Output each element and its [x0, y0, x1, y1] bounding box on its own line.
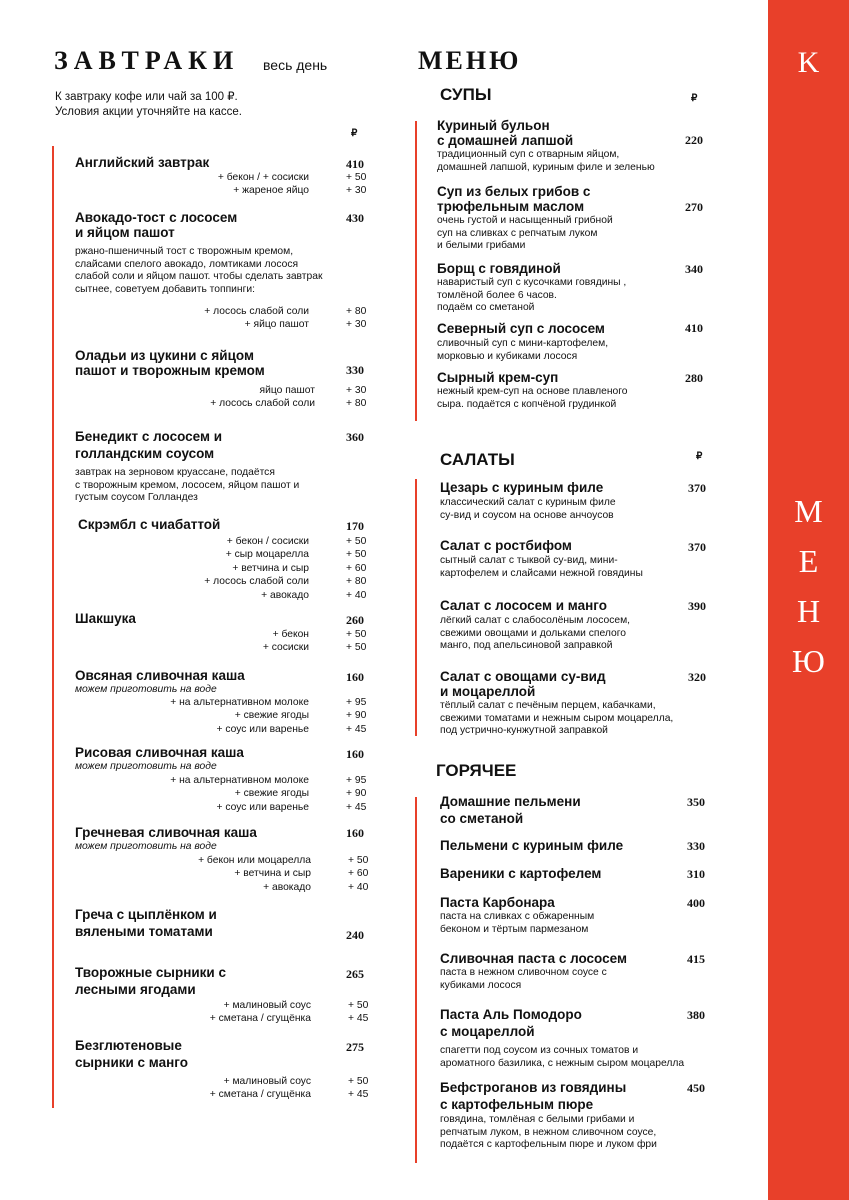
menu-item — [75, 745, 244, 774]
addon-row — [75, 589, 367, 602]
menu-item — [440, 480, 616, 522]
item-description: картофелем и слайсами нежной говядины — [440, 567, 643, 579]
item-name: Безглютеновые — [75, 1038, 182, 1053]
addon-label: + сметана / сгущёнка — [209, 1013, 311, 1025]
item-price: 380 — [687, 1008, 705, 1022]
menu-item — [440, 598, 630, 653]
addon-price: + 90 — [346, 710, 367, 722]
item-description: суп на сливках с репчатым луком — [437, 227, 598, 239]
item-description: спагетти под соусом из сочных томатов и — [440, 1045, 639, 1056]
addon-list — [75, 535, 367, 602]
item-description: ржано-пшеничный тост с творожным кремом, — [75, 246, 294, 257]
item-name: Паста Карбонара — [440, 895, 555, 910]
item-note: можем приготовить на воде — [75, 841, 217, 852]
divider-salads — [415, 479, 417, 736]
addon-row — [75, 628, 367, 641]
item-description: томлёной более 6 часов. — [437, 289, 557, 301]
item-price: 340 — [685, 262, 703, 276]
item-note: можем приготовить на воде — [75, 684, 217, 695]
addon-price: + 80 — [346, 398, 367, 410]
section-title-soups: СУПЫ — [440, 85, 492, 104]
addon-label: + сыр моцарелла — [225, 549, 309, 561]
section-title-hot: ГОРЯЧЕЕ — [436, 761, 517, 780]
menu-item — [440, 951, 627, 992]
addon-row — [75, 1012, 369, 1025]
item-price: 450 — [687, 1081, 705, 1095]
addon-price: + 95 — [346, 775, 367, 786]
addon-row — [75, 184, 367, 197]
menu-item — [75, 825, 257, 854]
addon-label: + свежие ягоды — [234, 710, 309, 722]
item-name: Греча с цыплёнком и — [75, 907, 217, 922]
item-name: Авокадо-тост с лососем — [75, 210, 238, 225]
menu-item — [440, 1080, 657, 1152]
item-name-line2: и моцареллой — [440, 684, 536, 699]
addon-label: + бекон или моцарелла — [198, 855, 311, 866]
addon-row — [75, 641, 367, 654]
item-price: 160 — [346, 747, 364, 761]
item-price: 390 — [688, 599, 706, 613]
addon-price: + 50 — [346, 642, 367, 654]
item-name-line2: с моцареллой — [440, 1024, 535, 1039]
item-price: 260 — [346, 613, 364, 627]
menu-item — [440, 866, 601, 881]
addon-label: + малиновый соус — [223, 1076, 311, 1087]
addon-list — [75, 696, 367, 736]
addon-row — [75, 535, 367, 548]
promo-line: Условия акции уточняйте на кассе. — [55, 106, 242, 118]
addon-list — [75, 628, 367, 655]
item-description: густым соусом Голландез — [75, 492, 198, 504]
promo-text — [55, 90, 242, 120]
item-description: классический салат с куриным филе — [440, 497, 616, 508]
menu-item — [78, 517, 220, 532]
item-name: Рисовая сливочная каша — [75, 745, 244, 760]
addon-label: + бекон / + сосиски — [217, 172, 309, 183]
menu-item — [437, 261, 626, 315]
menu-item — [440, 794, 581, 826]
item-price: 430 — [346, 211, 364, 225]
item-name: Английский завтрак — [75, 155, 210, 170]
item-description: говядина, томлёная с белыми грибами и — [440, 1114, 635, 1125]
item-description: сытнее, советуем добавить топпинги: — [75, 283, 255, 295]
menu-item — [75, 155, 209, 170]
addon-list — [75, 774, 367, 814]
currency-label: ₽ — [696, 451, 703, 462]
page-title: ЗАВТРАКИ — [54, 46, 240, 75]
vertical-letter: Е — [798, 543, 819, 579]
addon-label: + ветчина и сыр — [232, 562, 309, 574]
addon-row — [75, 318, 367, 331]
item-price: 410 — [685, 321, 703, 335]
item-name: Сырный крем-суп — [437, 370, 559, 385]
addon-label: + лосось слабой соли — [204, 576, 309, 588]
menu-item — [75, 348, 265, 378]
item-price: 280 — [685, 371, 703, 385]
item-description: слабой соли и яйцом пашот. чтобы сделать завтрак — [75, 271, 323, 283]
item-name: Куриный бульон — [437, 118, 550, 133]
vertical-letter: Н — [796, 593, 821, 629]
item-name: Салат с лососем и манго — [440, 598, 607, 613]
menu-item — [437, 118, 655, 174]
addon-price: + 50 — [348, 1000, 369, 1011]
addon-label: + соус или варенье — [216, 723, 309, 735]
addon-label: + на альтернативном молоке — [170, 775, 309, 786]
item-description: лёгкий салат с слабосолёным лососем, — [440, 615, 631, 626]
item-description: нежный крем-суп на основе плавленого — [437, 386, 628, 397]
addon-row — [75, 384, 367, 397]
addon-row — [75, 1088, 369, 1101]
item-description: под устрично-кунжутной заправкой — [440, 725, 608, 737]
addon-price: + 40 — [346, 589, 367, 601]
item-price: 360 — [346, 430, 364, 444]
addon-price: + 30 — [346, 385, 367, 396]
item-name: Скрэмбл с чиабаттой — [78, 517, 221, 532]
item-name: Цезарь с куриным филе — [440, 480, 604, 495]
addon-list — [75, 1075, 369, 1102]
item-price: 320 — [688, 670, 706, 684]
addon-row — [75, 397, 367, 410]
addon-row — [75, 562, 367, 575]
item-price: 330 — [346, 363, 364, 377]
item-price: 160 — [346, 826, 364, 840]
addon-price: + 80 — [346, 306, 367, 317]
menu-item — [437, 370, 628, 411]
addon-label: + лосось слабой соли — [204, 306, 309, 317]
menu-item — [440, 669, 673, 738]
addon-row — [75, 696, 367, 709]
item-name-line2: трюфельным маслом — [437, 199, 585, 214]
addon-row — [75, 881, 369, 894]
page-subtitle: весь день — [263, 57, 328, 73]
item-name-line2: голландским соусом — [75, 446, 215, 461]
section-title-salads: САЛАТЫ — [440, 450, 515, 469]
item-description: слайсами спелого авокадо, ломтиками лосося — [75, 258, 299, 270]
item-description: сытный салат с тыквой су-вид, мини- — [440, 555, 618, 566]
addon-price: + 60 — [348, 868, 369, 880]
addon-label: + авокадо — [261, 589, 309, 601]
item-name-line2: лесными ягодами — [75, 982, 196, 997]
item-price: 270 — [685, 200, 703, 214]
item-name: Оладьи из цукини с яйцом — [75, 348, 254, 363]
addon-label: + авокадо — [263, 881, 311, 893]
item-price: 275 — [346, 1040, 364, 1054]
currency-label: ₽ — [691, 93, 698, 104]
item-description: беконом и тёртым пармезаном — [440, 923, 589, 935]
item-description: сыра. подаётся с копчёной грудинкой — [437, 398, 617, 410]
addon-price: + 50 — [346, 536, 367, 547]
item-name: Домашние пельмени — [440, 794, 581, 809]
item-name-line2: сырники с манго — [75, 1055, 188, 1070]
addon-row — [75, 723, 367, 736]
vertical-letter: М — [794, 493, 823, 529]
addon-label: + жареное яйцо — [233, 185, 309, 197]
addon-label: + лосось слабой соли — [210, 398, 315, 410]
item-name: Бефстроганов из говядины — [440, 1080, 627, 1095]
item-price: 220 — [685, 133, 703, 147]
menu-item — [75, 668, 245, 697]
addon-row — [75, 548, 367, 561]
item-name: Бенедикт с лососем и — [75, 429, 223, 444]
item-name: Вареники с картофелем — [440, 866, 602, 881]
item-name-line2: со сметаной — [440, 811, 524, 826]
addon-price: + 40 — [348, 881, 369, 893]
menu-item — [437, 321, 608, 363]
menu-item — [75, 429, 299, 505]
promo-line: К завтраку кофе или чай за 100 ₽. — [55, 91, 238, 103]
item-description: су-вид и соусом на основе анчоусов — [440, 509, 614, 521]
item-name: Салат с овощами су-вид — [440, 669, 606, 684]
addon-list — [75, 854, 369, 894]
addon-list — [75, 999, 369, 1026]
item-price: 265 — [346, 967, 364, 981]
item-price: 400 — [687, 896, 705, 910]
menu-item — [440, 838, 623, 853]
item-note: можем приготовить на воде — [75, 761, 217, 772]
item-description: свежими томатами и нежным сыром моцарелла, — [440, 712, 674, 724]
addon-price: + 45 — [346, 801, 367, 813]
addon-row — [75, 867, 369, 880]
addon-row — [75, 709, 367, 722]
addon-list — [75, 171, 367, 198]
divider-breakfast — [52, 146, 54, 1108]
item-name: Творожные сырники с — [75, 965, 226, 980]
addon-price: + 50 — [348, 855, 369, 866]
addon-row — [75, 575, 367, 588]
item-description: наваристый суп с кусочками говядины , — [437, 277, 627, 288]
addon-price: + 80 — [346, 576, 367, 588]
menu-item — [440, 895, 594, 936]
addon-row — [75, 854, 369, 867]
addon-price: + 95 — [346, 697, 367, 708]
item-description: манго, под апельсиновой заправкой — [440, 640, 613, 652]
addon-row — [75, 1075, 369, 1088]
addon-row — [75, 774, 367, 787]
item-description: паста на сливках с обжаренным — [440, 911, 595, 922]
menu-item — [75, 907, 217, 939]
item-name-line2: с домашней лапшой — [437, 133, 574, 148]
menu-item — [75, 1038, 188, 1070]
item-description: морковью и кубиками лосося — [437, 350, 578, 362]
item-name: Паста Аль Помодоро — [440, 1007, 582, 1022]
addon-price: + 60 — [346, 562, 367, 574]
item-name-line2: и яйцом пашот — [75, 225, 175, 240]
item-price: 370 — [688, 481, 706, 495]
addon-price: + 50 — [346, 549, 367, 561]
item-price: 170 — [346, 519, 364, 533]
menu-title: МЕНЮ — [418, 46, 522, 75]
item-description: свежими овощами и дольками спелого — [440, 627, 627, 639]
item-description: завтрак на зерновом круассане, подаётся — [75, 467, 275, 478]
vertical-menu-label — [768, 486, 849, 686]
item-description: ароматного базилика, с нежным сыром моцарелла — [440, 1057, 685, 1069]
item-name-line2: с картофельным пюре — [440, 1097, 594, 1112]
divider-soups — [415, 121, 417, 421]
item-name-line2: пашот и творожным кремом — [75, 363, 265, 378]
item-description: традиционный суп с отварным яйцом, — [437, 149, 620, 160]
item-price: 350 — [687, 795, 705, 809]
item-name: Гречневая сливочная каша — [75, 825, 257, 840]
item-name: Сливочная паста с лососем — [440, 951, 627, 966]
addon-label: + малиновый соус — [223, 1000, 311, 1011]
addon-label: + яйцо пашот — [244, 319, 309, 331]
addon-label: + свежие ягоды — [234, 788, 309, 800]
item-price: 410 — [346, 157, 364, 171]
addon-price: + 50 — [346, 172, 367, 183]
addon-label: + ветчина и сыр — [234, 868, 311, 880]
item-description: с творожным кремом, лососем, яйцом пашот и — [75, 479, 300, 491]
item-name: Шакшука — [75, 611, 136, 626]
item-name: Овсяная сливочная каша — [75, 668, 245, 683]
menu-item — [75, 210, 322, 296]
addon-list — [75, 305, 367, 332]
vertical-letter: Ю — [792, 643, 825, 679]
item-description: паста в нежном сливочном соусе с — [440, 967, 607, 978]
addon-price: + 45 — [348, 1013, 369, 1025]
item-description: домашней лапшой, куриным филе и зеленью — [437, 161, 655, 173]
addon-price: + 50 — [346, 629, 367, 640]
addon-label: яйцо пашот — [259, 385, 315, 396]
item-description: репчатым луком, в нежном сливочном соусе, — [440, 1126, 657, 1138]
item-name: Суп из белых грибов с — [437, 184, 591, 199]
brand-sidebar — [768, 0, 849, 1200]
addon-label: + бекон — [272, 629, 309, 640]
addon-label: + сосиски — [262, 642, 309, 654]
item-price: 415 — [687, 952, 705, 966]
addon-label: + соус или варенье — [216, 801, 309, 813]
brand-logo: K — [797, 46, 820, 79]
menu-item — [437, 184, 613, 253]
menu-item — [75, 965, 226, 997]
item-description: подаём со сметаной — [437, 302, 535, 314]
item-description: тёплый салат с печёным перцем, кабачками, — [440, 700, 656, 711]
item-name: Пельмени с куриным филе — [440, 838, 624, 853]
item-description: очень густой и насыщенный грибной — [437, 215, 613, 226]
item-price: 370 — [688, 540, 706, 554]
addon-price: + 90 — [346, 788, 367, 800]
currency-label: ₽ — [351, 128, 358, 139]
menu-item — [75, 611, 136, 626]
addon-price: + 50 — [348, 1076, 369, 1087]
item-description: кубиками лосося — [440, 979, 522, 991]
addon-row — [75, 999, 369, 1012]
item-name: Салат с ростбифом — [440, 538, 572, 553]
addon-label: + бекон / сосиски — [226, 536, 309, 547]
menu-item — [440, 538, 643, 580]
divider-hot — [415, 797, 417, 1163]
addon-row — [75, 787, 367, 800]
item-description: и белыми грибами — [437, 240, 526, 252]
item-price: 310 — [687, 867, 705, 881]
addon-row — [75, 171, 367, 184]
item-description: сливочный суп с мини-картофелем, — [437, 338, 609, 349]
addon-row — [75, 801, 367, 814]
addon-price: + 30 — [346, 319, 367, 331]
addon-label: + на альтернативном молоке — [170, 697, 309, 708]
addon-list — [75, 384, 367, 411]
addon-price: + 30 — [346, 185, 367, 197]
item-price: 330 — [687, 839, 705, 853]
item-name: Северный суп с лососем — [437, 321, 605, 336]
item-name-line2: вялеными томатами — [75, 924, 213, 939]
addon-price: + 45 — [348, 1089, 369, 1101]
addon-price: + 45 — [346, 723, 367, 735]
item-price: 160 — [346, 670, 364, 684]
addon-label: + сметана / сгущёнка — [209, 1089, 311, 1101]
addon-row — [75, 305, 367, 318]
item-price: 240 — [346, 928, 364, 942]
item-name: Борщ с говядиной — [437, 261, 561, 276]
menu-item — [440, 1007, 684, 1070]
item-description: подаётся с картофельным пюре и луком фри — [440, 1139, 657, 1151]
